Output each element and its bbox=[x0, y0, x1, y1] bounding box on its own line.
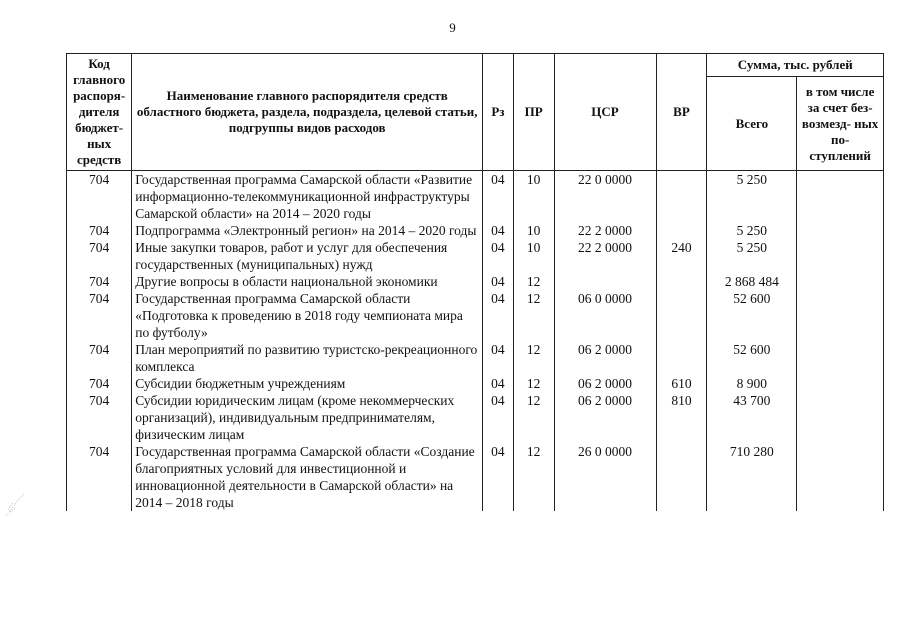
cell-gratuitous bbox=[797, 171, 884, 223]
cell-rz: 04 bbox=[483, 239, 514, 273]
cell-gratuitous bbox=[797, 222, 884, 239]
cell-total: 2 868 484 bbox=[707, 273, 797, 290]
cell-pr: 10 bbox=[513, 239, 554, 273]
cell-total: 8 900 bbox=[707, 375, 797, 392]
cell-csr: 06 0 0000 bbox=[554, 290, 656, 341]
cell-total: 52 600 bbox=[707, 290, 797, 341]
cell-pr: 12 bbox=[513, 392, 554, 443]
cell-pr: 12 bbox=[513, 273, 554, 290]
cell-name: Субсидии бюджетным учреждениям bbox=[132, 375, 483, 392]
cell-pr: 12 bbox=[513, 375, 554, 392]
header-vr: ВР bbox=[656, 54, 707, 171]
header-total: Всего bbox=[707, 77, 797, 171]
cell-gratuitous bbox=[797, 341, 884, 375]
cell-name: Государственная программа Самарской области «Развитие информационно-телекоммуникационной инфраструктуры Самарской области» на 2014 – 2020 годы bbox=[132, 171, 483, 223]
cell-vr bbox=[656, 443, 707, 511]
cell-csr: 06 2 0000 bbox=[554, 341, 656, 375]
cell-total: 52 600 bbox=[707, 341, 797, 375]
cell-csr: 06 2 0000 bbox=[554, 392, 656, 443]
cell-pr: 12 bbox=[513, 443, 554, 511]
cell-vr bbox=[656, 273, 707, 290]
budget-table bbox=[66, 53, 884, 511]
cell-name: План мероприятий по развитию туристско-рекреационного комплекса bbox=[132, 341, 483, 375]
table-row bbox=[67, 171, 884, 223]
cell-csr: 22 2 0000 bbox=[554, 222, 656, 239]
cell-total: 43 700 bbox=[707, 392, 797, 443]
cell-name: Государственная программа Самарской области «Создание благоприятных условий для инвестиционной и инновационной деятельности в Самарской области» на 2014 – 2018 годы bbox=[132, 443, 483, 511]
header-rz: Рз bbox=[483, 54, 514, 171]
cell-rz: 04 bbox=[483, 341, 514, 375]
cell-rz: 04 bbox=[483, 273, 514, 290]
cell-pr: 10 bbox=[513, 171, 554, 223]
header-pr: ПР bbox=[513, 54, 554, 171]
header-name: Наименование главного распорядителя средств областного бюджета, раздела, подраздела, целевой статьи, подгруппы видов расходов bbox=[132, 54, 483, 171]
cell-code: 704 bbox=[67, 341, 132, 375]
cell-pr: 12 bbox=[513, 341, 554, 375]
cell-vr bbox=[656, 171, 707, 223]
cell-code: 704 bbox=[67, 273, 132, 290]
cell-gratuitous bbox=[797, 443, 884, 511]
cell-rz: 04 bbox=[483, 375, 514, 392]
table-row bbox=[67, 239, 884, 273]
cell-rz: 04 bbox=[483, 290, 514, 341]
cell-pr: 12 bbox=[513, 290, 554, 341]
page-number: 9 bbox=[449, 20, 456, 35]
cell-vr bbox=[656, 341, 707, 375]
cell-csr: 06 2 0000 bbox=[554, 375, 656, 392]
cell-code: 704 bbox=[67, 443, 132, 511]
cell-code: 704 bbox=[67, 222, 132, 239]
cell-name: Иные закупки товаров, работ и услуг для обеспечения государственных (муниципальных) нужд bbox=[132, 239, 483, 273]
cell-name: Другие вопросы в области национальной экономики bbox=[132, 273, 483, 290]
table-row bbox=[67, 443, 884, 511]
cell-csr bbox=[554, 273, 656, 290]
cell-rz: 04 bbox=[483, 392, 514, 443]
header-gratuitous: в том числе за счет без- возмезд- ных по- ступлений bbox=[797, 77, 884, 171]
cell-csr: 22 2 0000 bbox=[554, 239, 656, 273]
cell-csr: 22 0 0000 bbox=[554, 171, 656, 223]
cell-vr: 240 bbox=[656, 239, 707, 273]
cell-code: 704 bbox=[67, 171, 132, 223]
table-row bbox=[67, 290, 884, 341]
table-row bbox=[67, 375, 884, 392]
cell-total: 5 250 bbox=[707, 222, 797, 239]
cell-name: Государственная программа Самарской области «Подготовка к проведению в 2018 году чемпионата мира по футболу» bbox=[132, 290, 483, 341]
cell-total: 5 250 bbox=[707, 171, 797, 223]
cell-csr: 26 0 0000 bbox=[554, 443, 656, 511]
table-row bbox=[67, 341, 884, 375]
cell-name: Подпрограмма «Электронный регион» на 2014 – 2020 годы bbox=[132, 222, 483, 239]
cell-vr bbox=[656, 290, 707, 341]
cell-code: 704 bbox=[67, 375, 132, 392]
cell-code: 704 bbox=[67, 392, 132, 443]
cell-rz: 04 bbox=[483, 171, 514, 223]
cell-code: 704 bbox=[67, 239, 132, 273]
cell-gratuitous bbox=[797, 239, 884, 273]
table-body bbox=[67, 171, 884, 512]
cell-total: 5 250 bbox=[707, 239, 797, 273]
cell-code: 704 bbox=[67, 290, 132, 341]
table-row bbox=[67, 392, 884, 443]
cell-vr: 810 bbox=[656, 392, 707, 443]
cell-name: Субсидии юридическим лицам (кроме некоммерческих организаций), индивидуальным предпринимателям, физическим лицам bbox=[132, 392, 483, 443]
header-csr: ЦСР bbox=[554, 54, 656, 171]
header-sum: Сумма, тыс. рублей bbox=[707, 54, 884, 77]
cell-gratuitous bbox=[797, 290, 884, 341]
table-row bbox=[67, 273, 884, 290]
cell-pr: 10 bbox=[513, 222, 554, 239]
table-row bbox=[67, 222, 884, 239]
header-code: Код главного распоря- дителя бюджет- ных средств bbox=[67, 54, 132, 171]
table-header bbox=[67, 54, 884, 171]
cell-gratuitous bbox=[797, 273, 884, 290]
cell-rz: 04 bbox=[483, 443, 514, 511]
cell-rz: 04 bbox=[483, 222, 514, 239]
scan-artifact bbox=[4, 488, 34, 518]
cell-total: 710 280 bbox=[707, 443, 797, 511]
cell-vr: 610 bbox=[656, 375, 707, 392]
cell-vr bbox=[656, 222, 707, 239]
cell-gratuitous bbox=[797, 392, 884, 443]
cell-gratuitous bbox=[797, 375, 884, 392]
